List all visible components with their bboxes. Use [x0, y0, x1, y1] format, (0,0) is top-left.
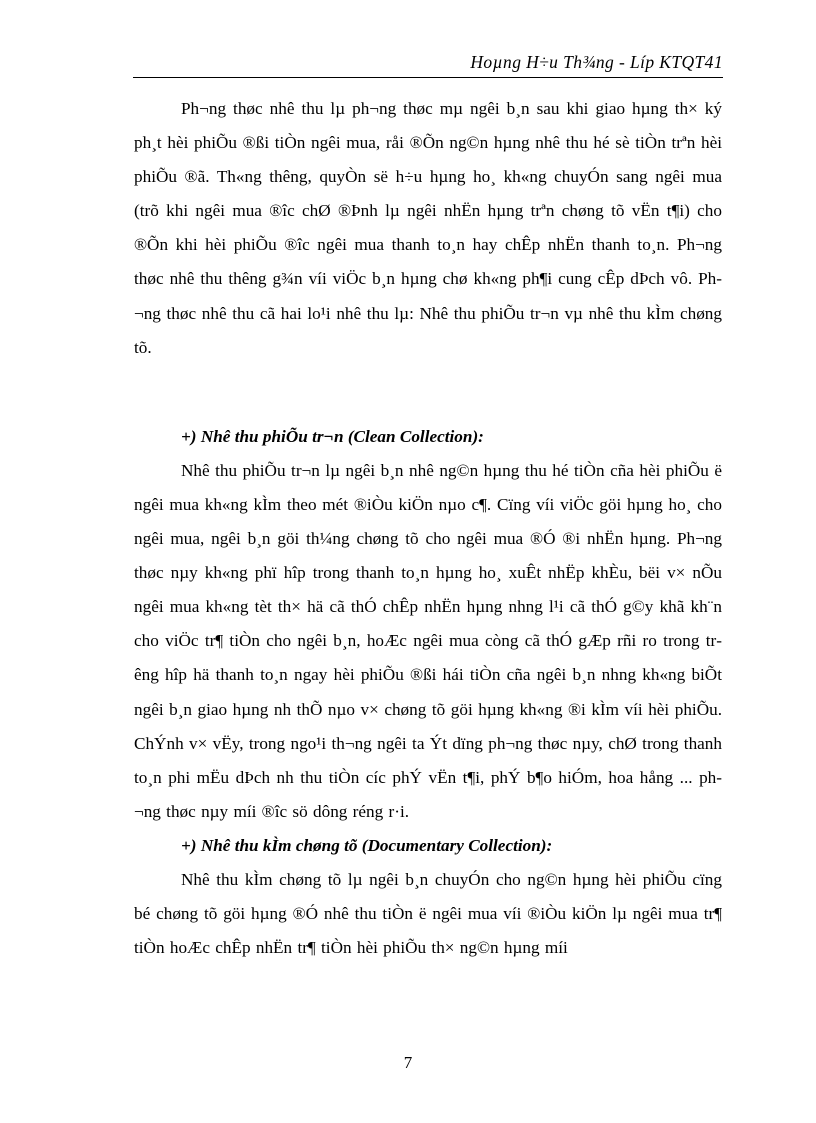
- header-text: Hoµng H÷u Th¾ng - Líp KTQT41: [470, 52, 723, 72]
- heading-documentary-collection: +) Nhê thu kÌm chøng tõ (Documentary Collection):: [181, 835, 553, 855]
- page-number: 7: [403, 1053, 413, 1072]
- paragraph-intro: Ph¬ng thøc nhê thu lµ ph¬ng thøc mµ ngêi b¸n sau khi giao hµng th× ký ph¸t hèi phiÕu ®ßi tiÒn ngêi mua, råi ®Õn ng©n hµng nhê thu hé sè tiÒn trªn hèi phiÕu ®ã. Th«ng thêng, quyÒn së h÷u hµng ho¸ kh«ng chuyÓn sang ngêi mua (trõ khi ngêi mua ®îc chØ ®Þnh lµ ngêi nhËn hµng trªn chøng tõ vËn t¶i) cho ®Õn khi hèi phiÕu ®îc ngêi mua thanh to¸n hay chÊp nhËn thanh to¸n. Ph¬ng thøc nhê thu thêng g¾n víi viÖc b¸n hµng chø kh«ng ph¶i cung cÊp dÞch vô. Ph¬ng thøc nhê thu cã hai lo¹i nhê thu lµ: Nhê thu phiÕu tr¬n vµ nhê thu kÌm chøng tõ.: [134, 99, 722, 357]
- paragraph-clean-collection: Nhê thu phiÕu tr¬n lµ ngêi b¸n nhê ng©n hµng thu hé tiÒn cña hèi phiÕu ë ngêi mua kh«ng kÌm theo mét ®iÒu kiÖn nµo c¶. Cïng víi viÖc göi hµng ho¸ cho ngêi mua, ngêi b¸n göi th¼ng chøng tõ cho ngêi mua ®Ó ®i nhËn hµng. Ph¬ng thøc nµy kh«ng phï hîp trong thanh to¸n hµng ho¸ xuÊt nhËp khÈu, bëi v× nÕu ngêi mua kh«ng tèt th× hä cã thÓ chÊp nhËn hµng nhng l¹i cã thÓ g©y khã kh¨n cho viÖc tr¶ tiÒn cho ngêi b¸n, hoÆc ngêi mua còng cã thÓ gÆp rñi ro trong trêng hîp hä thanh to¸n ngay hèi phiÕu ®ßi hái tiÒn cña ngêi b¸n nhng kh«ng biÕt ngêi b¸n giao hµng nh thÕ nµo v× chøng tõ göi hµng kh«ng ®i kÌm víi hèi phiÕu. ChÝnh v× vËy, trong ngo¹i th¬ng ngêi ta Ýt dïng ph¬ng thøc nµy, chØ trong thanh to¸n phi mËu dÞch nh thu tiÒn cíc phÝ vËn t¶i, phÝ b¶o hiÓm, hoa hång ... ph¬ng thøc nµy míi ®îc sö dông réng r·i.: [134, 460, 722, 821]
- heading-clean-collection: +) Nhê thu phiÕu tr¬n (Clean Collection):: [181, 426, 484, 446]
- page-header: [133, 50, 723, 78]
- document-body: [134, 92, 722, 965]
- section-gap: [134, 365, 722, 420]
- header-rule: [133, 77, 723, 78]
- paragraph-documentary-collection: Nhê thu kÌm chøng tõ lµ ngêi b¸n chuyÓn cho ng©n hµng hèi phiÕu cïng bé chøng tõ göi hµng ®Ó nhê thu tiÒn ë ngêi mua víi ®iÒu kiÖn lµ ngêi mua tr¶ tiÒn hoÆc chÊp nhËn tr¶ tiÒn hèi phiÕu th× ng©n hµng míi: [134, 869, 722, 958]
